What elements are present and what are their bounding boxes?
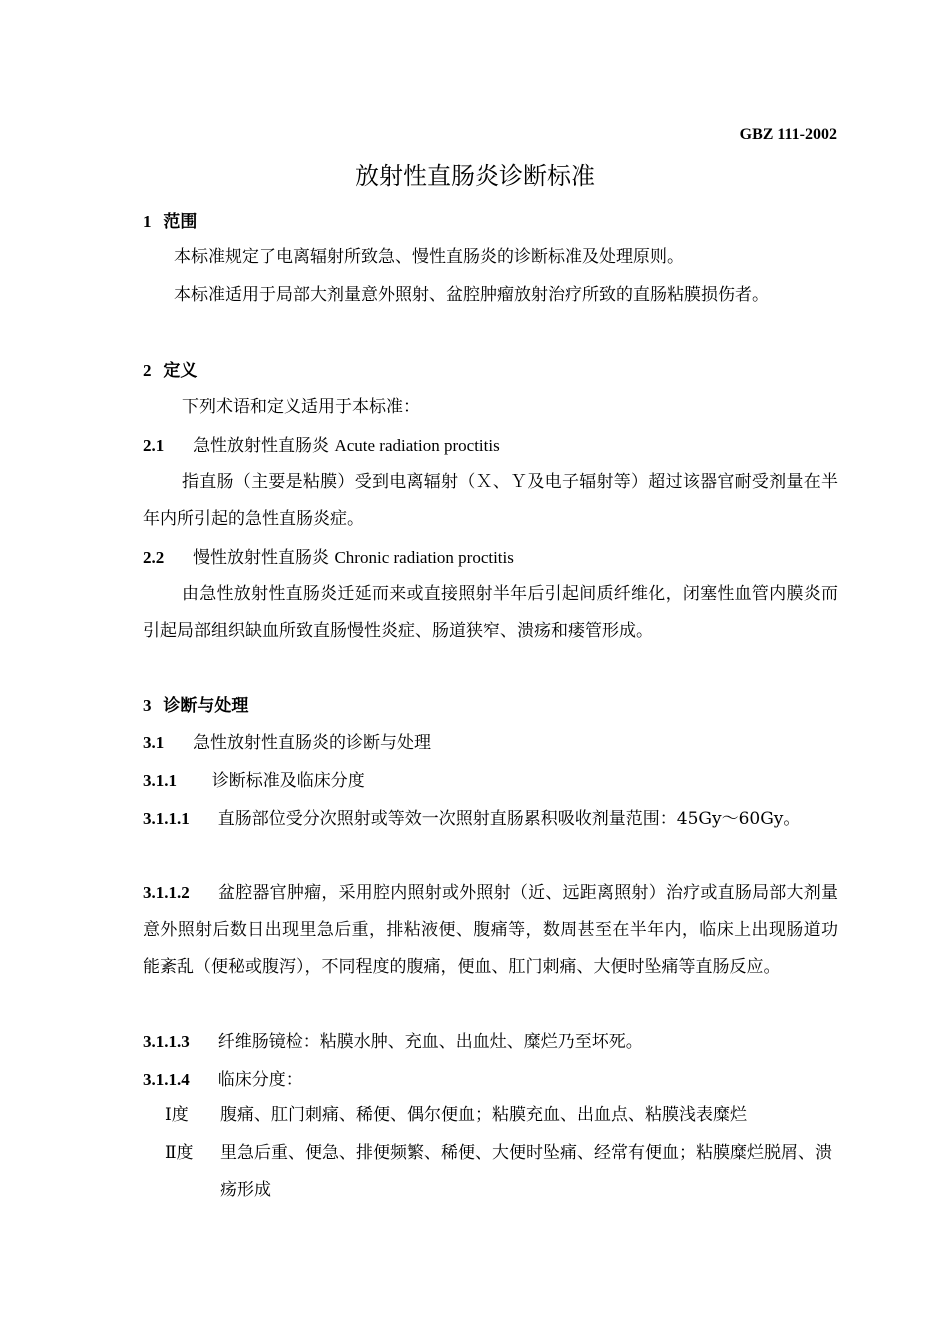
- section-number: 2: [143, 361, 152, 380]
- standard-code: GBZ 111-2002: [739, 126, 837, 143]
- definition-2-2-heading: [143, 546, 514, 571]
- term-zh: 急性放射性直肠炎: [193, 436, 330, 456]
- paragraph: 指直肠（主要是粘膜）受到电离辐射（Ｘ、Ｙ及电子辐射等）超过该器官耐受剂量在半年内所引起的急性直肠炎症。: [143, 472, 838, 529]
- term-en: Acute radiation proctitis: [334, 436, 500, 455]
- term-zh: 慢性放射性直肠炎: [193, 548, 330, 568]
- section-title: 范围: [163, 212, 198, 232]
- clause-title: 诊断标准及临床分度: [211, 771, 365, 791]
- clause-number: 3.1.1: [143, 771, 177, 790]
- item-text: 临床分度：: [217, 1070, 303, 1090]
- grade-text: 腹痛、肛门刺痛、稀便、偶尔便血；粘膜充血、出血点、粘膜浅表糜烂: [220, 1105, 747, 1125]
- document-title: 放射性直肠炎诊断标准: [355, 162, 595, 190]
- paragraph: 本标准规定了电离辐射所致急、慢性直肠炎的诊断标准及处理原则。: [174, 247, 684, 267]
- definition-2-1-heading: [143, 434, 500, 459]
- clause-number: 2.1: [143, 436, 165, 455]
- section-title: 定义: [163, 361, 198, 381]
- grade-label: Ⅱ度: [165, 1143, 194, 1163]
- item-3-1-1-4: [143, 1068, 303, 1093]
- term-en: Chronic radiation proctitis: [334, 548, 514, 567]
- clause-number: 2.2: [143, 548, 165, 567]
- item-number: 3.1.1.2: [143, 883, 190, 902]
- grade-row: [165, 1097, 845, 1137]
- clause-3-1-1-heading: [143, 769, 365, 794]
- item-number: 3.1.1.3: [143, 1032, 190, 1051]
- item-text: 盆腔器官肿瘤，采用腔内照射或外照射（近、远距离照射）治疗或直肠局部大剂量意外照射后数日出现里急后重，排粘液便、腹痛等，数周甚至在半年内，临床上出现肠道功能紊乱（便秘或腹泻），不同程度的腹痛，便血、肛门刺痛、大便时坠痛等直肠反应。: [143, 883, 838, 977]
- section-1-heading: [143, 210, 197, 235]
- clause-3-1-heading: [143, 731, 431, 756]
- item-3-1-1-3: [143, 1030, 643, 1055]
- item-3-1-1-2: [143, 874, 838, 986]
- section-number: 3: [143, 696, 152, 715]
- clause-number: 3.1: [143, 733, 165, 752]
- section-3-heading: [143, 694, 248, 719]
- section-number: 1: [143, 212, 152, 231]
- item-number: 3.1.1.4: [143, 1070, 190, 1089]
- item-text: 直肠部位受分次照射或等效一次照射直肠累积吸收剂量范围：45Gy～60Gy。: [217, 809, 801, 829]
- item-text: 纤维肠镜检：粘膜水肿、充血、出血灶、糜烂乃至坏死。: [217, 1032, 643, 1052]
- section-2-heading: [143, 359, 197, 384]
- paragraph: 由急性放射性直肠炎迁延而来或直接照射半年后引起间质纤维化，闭塞性血管内膜炎而引起局部组织缺血所致直肠慢性炎症、肠道狭窄、溃疡和瘘管形成。: [143, 584, 838, 641]
- paragraph: 下列术语和定义适用于本标准：: [182, 397, 420, 417]
- paragraph: 本标准适用于局部大剂量意外照射、盆腔肿瘤放射治疗所致的直肠粘膜损伤者。: [174, 285, 769, 305]
- item-number: 3.1.1.1: [143, 809, 190, 828]
- grade-row: [165, 1135, 845, 1215]
- grade-text: 里急后重、便急、排便频繁、稀便、大便时坠痛、经常有便血；粘膜糜烂脱屑、溃疡形成: [220, 1143, 832, 1200]
- clause-title: 急性放射性直肠炎的诊断与处理: [193, 733, 432, 753]
- section-title: 诊断与处理: [163, 696, 249, 716]
- grade-label: Ⅰ度: [165, 1105, 189, 1125]
- item-3-1-1-1: [143, 800, 838, 838]
